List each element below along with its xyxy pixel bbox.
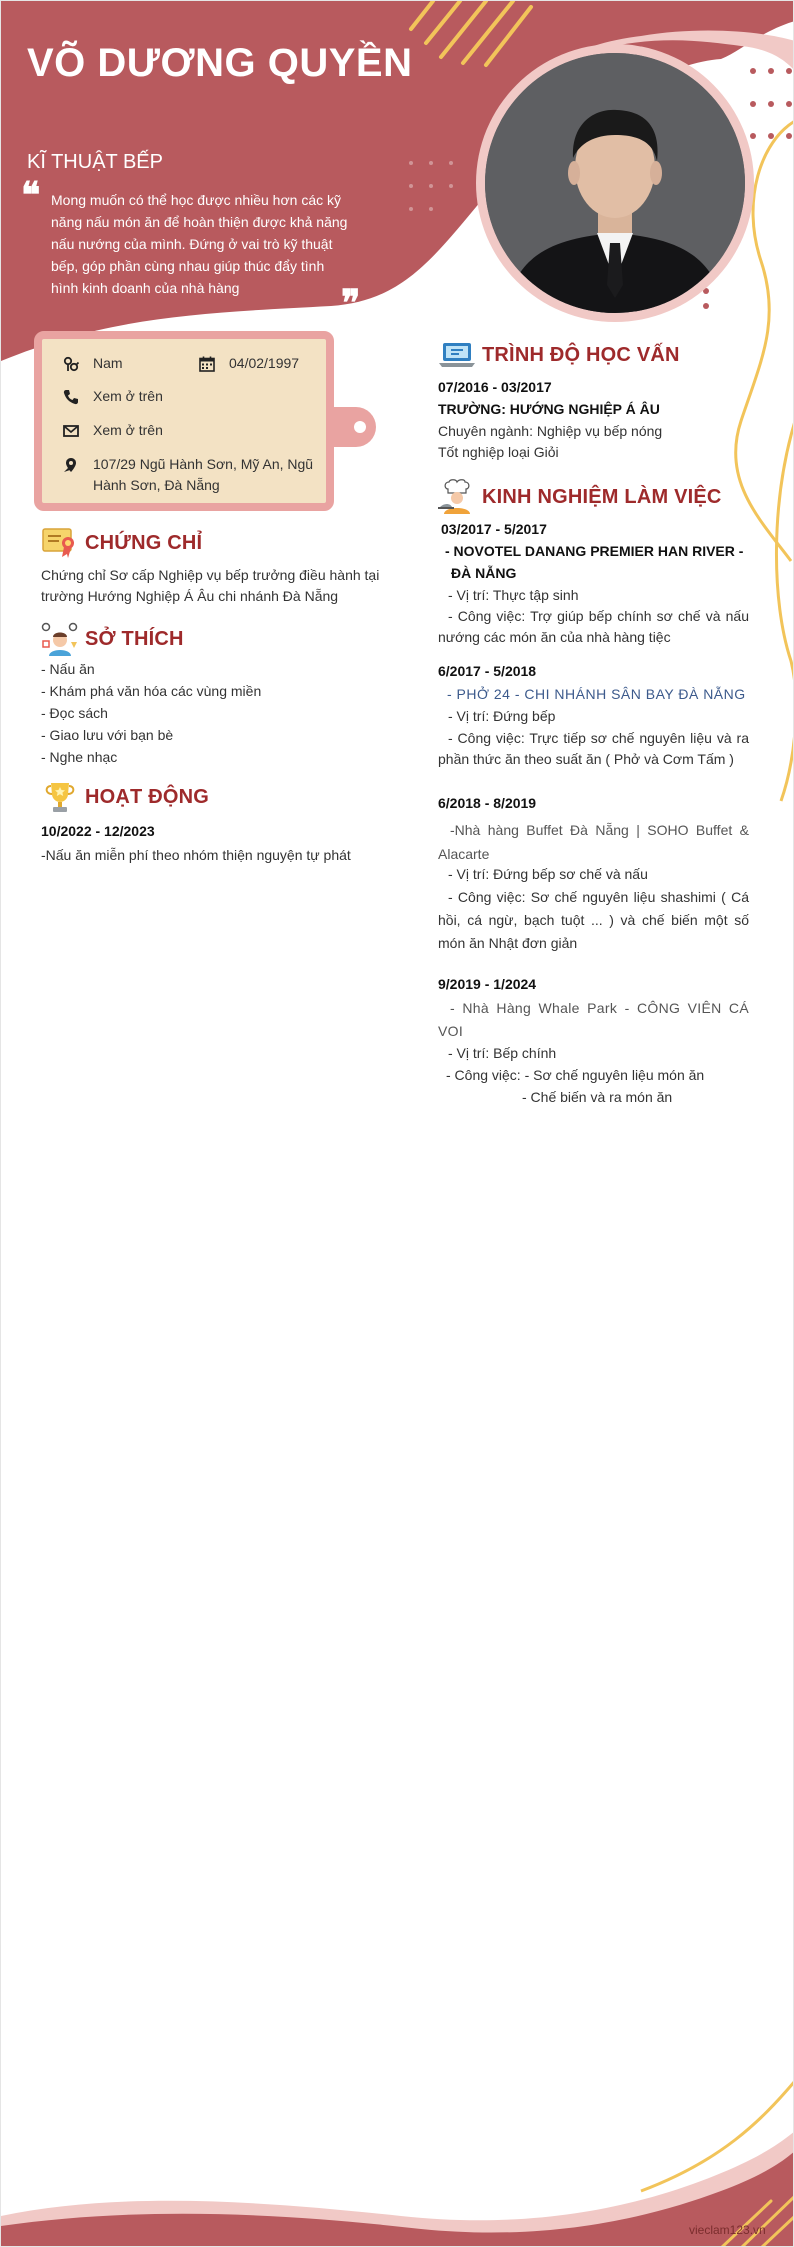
education-major: Chuyên ngành: Nghiệp vụ bếp nóng bbox=[438, 423, 663, 439]
education-title: TRÌNH ĐỘ HỌC VẤN bbox=[482, 343, 680, 366]
hobby-item: - Đọc sách bbox=[41, 705, 108, 721]
job-company: - Nhà Hàng Whale Park - CÔNG VIÊN CÁ VOI bbox=[438, 1000, 749, 1039]
experience-header bbox=[438, 479, 722, 515]
activities-header bbox=[41, 779, 209, 815]
email-value: Xem ở trên bbox=[93, 422, 163, 438]
job-duty: - Công việc: - Sơ chế nguyên liệu món ăn bbox=[446, 1067, 705, 1083]
info-box-handle-hole bbox=[354, 421, 366, 433]
hobbies-header bbox=[41, 621, 184, 657]
phone-row bbox=[63, 388, 163, 407]
address-value: 107/29 Ngũ Hành Sơn, Mỹ An, Ngũ Hành Sơn, Đà Nẵng bbox=[93, 456, 314, 493]
job-role: - Vị trí: Đứng bếp bbox=[448, 708, 556, 724]
activity-period: 10/2022 - 12/2023 bbox=[41, 823, 155, 839]
job-period: 6/2017 - 5/2018 bbox=[438, 663, 537, 679]
education-header bbox=[438, 337, 680, 373]
education-grade: Tốt nghiệp loại Giỏi bbox=[438, 444, 559, 460]
job-company: ĐÀ NẴNG bbox=[451, 565, 517, 581]
job-company: -Nhà hàng Buffet Đà Nẵng | SOHO Buffet & Alacarte bbox=[438, 822, 749, 862]
career-objective: Mong muốn có thể học được nhiều hơn các kỹ năng nấu món ăn để hoàn thiện được khả năng nấu nướng của mình. Đứng ở vai trò kỹ thuật bếp, góp phần cùng nhau giúp thúc đẩy tình hình kinh doanh của nhà hàng bbox=[51, 192, 348, 296]
education-period: 07/2016 - 03/2017 bbox=[438, 379, 552, 395]
footer-brand[interactable]: vieclam123.vn bbox=[689, 2223, 766, 2237]
laptop-icon bbox=[438, 337, 476, 373]
trophy-icon bbox=[41, 779, 79, 815]
job-period: 9/2019 - 1/2024 bbox=[438, 976, 537, 992]
job-role: - Vị trí: Đứng bếp sơ chế và nấu bbox=[448, 866, 648, 882]
phone-value: Xem ở trên bbox=[93, 388, 163, 404]
job-role: - Vị trí: Thực tập sinh bbox=[448, 587, 579, 603]
job-role: - Vị trí: Bếp chính bbox=[448, 1045, 557, 1061]
job-duty: - Công việc: Trợ giúp bếp chính sơ chế và nấu nướng các món ăn của nhà hàng tiệc bbox=[438, 608, 749, 645]
email-icon bbox=[63, 423, 79, 439]
address-row bbox=[63, 456, 323, 496]
gender-value: Nam bbox=[93, 355, 123, 371]
avatar-portrait bbox=[485, 53, 745, 313]
hobby-item: - Nghe nhạc bbox=[41, 749, 118, 765]
activity-text: -Nấu ăn miễn phí theo nhóm thiện nguyện tự phát bbox=[41, 847, 351, 863]
birthday-value: 04/02/1997 bbox=[229, 355, 300, 371]
job-duty: - Công việc: Sơ chế nguyên liệu shashimi ( Cá hồi, cá ngừ, bạch tuột ... ) và chế biến một số món ăn Nhật đơn giản bbox=[438, 889, 749, 951]
hobbies-icon bbox=[41, 621, 79, 657]
experience-title: KINH NGHIỆM LÀM VIỆC bbox=[482, 485, 722, 508]
email-row bbox=[63, 422, 163, 441]
location-icon bbox=[63, 457, 79, 473]
job-period: 03/2017 - 5/2017 bbox=[441, 521, 547, 537]
candidate-name: VÕ DƯƠNG QUYỀN bbox=[27, 41, 413, 85]
education-school: TRƯỜNG: HƯỚNG NGHIỆP Á ÂU bbox=[438, 401, 660, 417]
certificates-header bbox=[41, 525, 202, 561]
job-company: - PHỞ 24 - CHI NHÁNH SÂN BAY ĐÀ NẴNG bbox=[447, 686, 746, 702]
calendar-icon bbox=[199, 356, 215, 372]
job-period: 6/2018 - 8/2019 bbox=[438, 795, 537, 811]
phone-icon bbox=[63, 389, 79, 405]
hobby-item: - Khám phá văn hóa các vùng miền bbox=[41, 683, 262, 699]
certificate-icon bbox=[41, 525, 79, 561]
quote-close-icon: ❞ bbox=[341, 282, 361, 324]
birthday-row bbox=[199, 355, 299, 374]
job-company: - NOVOTEL DANANG PREMIER HAN RIVER - bbox=[445, 543, 744, 559]
quote-open-icon: ❝ bbox=[21, 174, 41, 216]
avatar bbox=[485, 53, 745, 313]
job-duty: - Công việc: Trực tiếp sơ chế nguyên liệu và ra phần thức ăn theo suất ăn ( Phở và Cơm Tấm ) bbox=[438, 730, 749, 767]
job-title: KĨ THUẬT BẾP bbox=[27, 151, 163, 173]
hobbies-title: SỞ THÍCH bbox=[85, 627, 184, 650]
hobby-item: - Nấu ăn bbox=[41, 661, 95, 677]
job-duty: - Chế biến và ra món ăn bbox=[522, 1089, 673, 1105]
activities-title: HOẠT ĐỘNG bbox=[85, 785, 210, 808]
hobby-item: - Giao lưu với bạn bè bbox=[41, 727, 174, 743]
chef-icon bbox=[438, 479, 476, 515]
certificates-text: Chứng chỉ Sơ cấp Nghiệp vụ bếp trưởng điều hành tại trường Hướng Nghiệp Á Âu chi nhánh Đà Nẵng bbox=[41, 567, 380, 604]
certificates-title: CHỨNG CHỈ bbox=[85, 531, 203, 554]
gender-row bbox=[63, 355, 123, 374]
gender-icon bbox=[63, 356, 79, 372]
